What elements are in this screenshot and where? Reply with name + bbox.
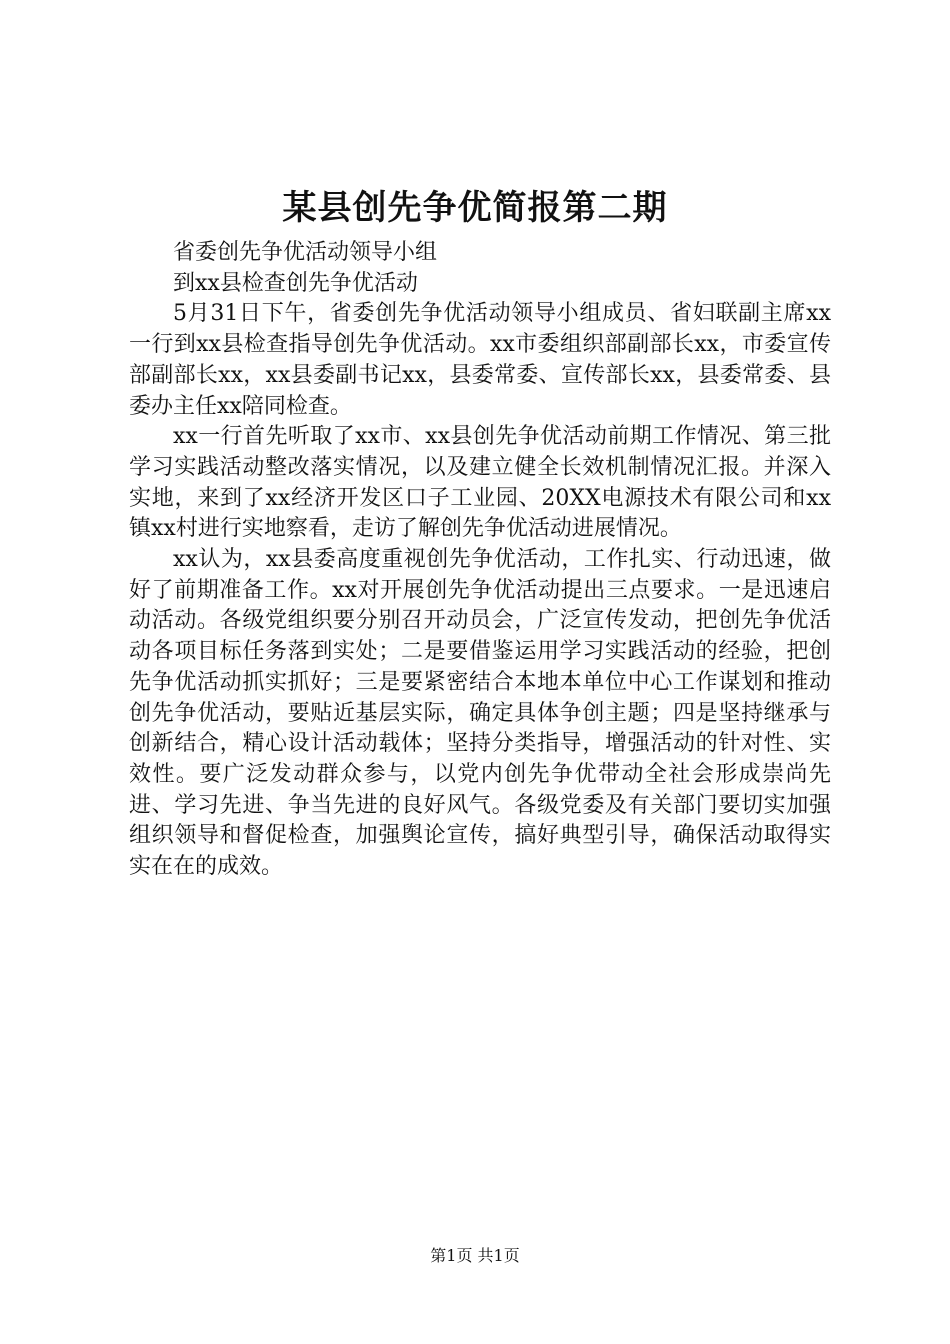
paragraph-requirements: xx认为，xx县委高度重视创先争优活动，工作扎实、行动迅速，做好了前期准备工作。xx对开展创先争优活动提出三点要求。一是迅速启动活动。各级党组织要分别召开动员会，广泛宣传发动，把创先争优活动各项目标任务落到实处；二是要借鉴运用学习实践活动的经验，把创先争优活动抓实抓好；三是要紧密结合本地本单位中心工作谋划和推动创先争优活动，要贴近基层实际，确定具体争创主题；四是坚持继承与创新结合，精心设计活动载体；坚持分类指导，增强活动的针对性、实效性。要广泛发动群众参与，以党内创先争优带动全社会形成崇尚先进、学习先进、争当先进的良好风气。各级党委及有关部门要切实加强组织领导和督促检查，加强舆论宣传，搞好典型引导，确保活动取得实实在在的成效。 [129,547,831,880]
paragraph-inspection-intro: 5月31日下午，省委创先争优活动领导小组成员、省妇联副主席xx一行到xx县检查指导创先争优活动。xx市委组织部副部长xx，市委宣传部副部长xx，xx县委副书记xx，县委常委、宣传部长xx，县委常委、县委办主任xx陪同检查。 [129,301,831,419]
paragraph-heading-line-2: 到xx县检查创先争优活动 [173,270,418,296]
page-number-footer: 第1页 共1页 [430,1246,520,1265]
document-body [129,238,831,883]
paragraph-work-report: xx一行首先听取了xx市、xx县创先争优活动前期工作情况、第三批学习实践活动整改落实情况，以及建立健全长效机制情况汇报。并深入实地，来到了xx经济开发区口子工业园、20XX电源技术有限公司和xx镇xx村进行实地察看，走访了解创先争优活动进展情况。 [129,424,831,542]
paragraph-heading-line-1: 省委创先争优活动领导小组 [173,240,438,265]
document-title: 某县创先争优简报第二期 [282,188,668,228]
